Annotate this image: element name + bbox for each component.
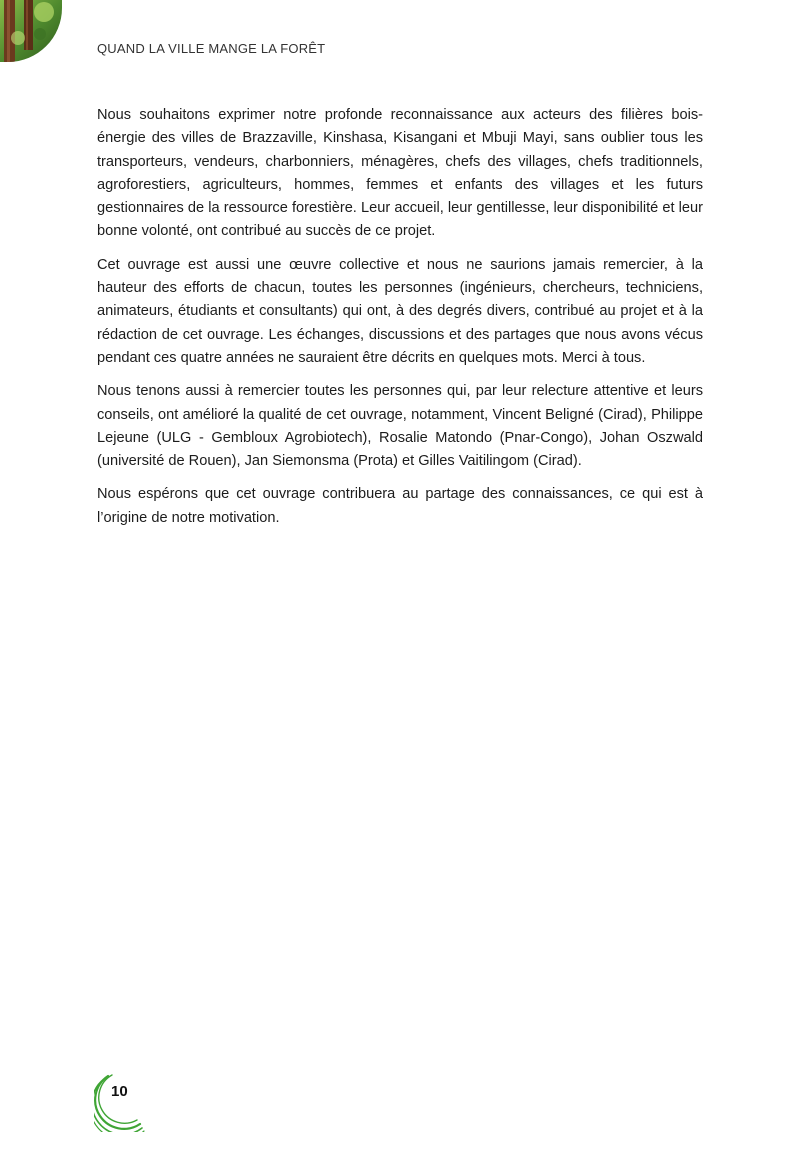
running-header-title: QUAND LA VILLE MANGE LA FORÊT xyxy=(97,41,326,56)
page-footer xyxy=(94,1072,154,1132)
paragraph-2: Cet ouvrage est aussi une œuvre collective et nous ne saurions jamais remercier, à la hauteur des efforts de chacun, toutes les personnes (ingénieurs, chercheurs, techniciens, animateurs, étudiants et consultants) qui ont, à des degrés divers, contribué au projet et à la rédaction de cet ouvrage. Les échanges, discussions et des partages que nous avons vécus pendant ces quatre années ne sauraient être décrits en quelques mots. Merci à tous. xyxy=(97,256,703,366)
page-number: 10 xyxy=(111,1083,128,1100)
corner-forest-photo xyxy=(0,0,62,62)
acknowledgements-body xyxy=(97,104,703,540)
green-swoosh-icon xyxy=(94,1072,154,1132)
paragraph-1: Nous souhaitons exprimer notre profonde reconnaissance aux acteurs des filières bois-énergie des villes de Brazzaville, Kinshasa, Kisangani et Mbuji Mayi, sans oublier tous les transporteurs, vendeurs, charbonniers, ménagères, chefs des villages, chefs traditionnels, agroforestiers, agriculteurs, hommes, femmes et enfants des villages et les futurs gestionnaires de la ressource forestière. Leur accueil, leur gentillesse, leur disponibilité et leur bonne volonté, ont contribué au succès de ce projet. xyxy=(97,107,703,240)
paragraph-3: Nous tenons aussi à remercier toutes les personnes qui, par leur relecture attentive et leurs conseils, ont amélioré la qualité de cet ouvrage, notamment, Vincent Beligné (Cirad), Philippe Lejeune (ULG - Gembloux Agrobiotech), Rosalie Matondo (Pnar-Congo), Johan Oszwald (université de Rouen), Jan Siemonsma (Prota) et Gilles Vaitilingom (Cirad). xyxy=(97,383,703,470)
paragraph-4: Nous espérons que cet ouvrage contribuera au partage des connaissances, ce qui est à l’origine de notre motivation. xyxy=(97,486,703,526)
